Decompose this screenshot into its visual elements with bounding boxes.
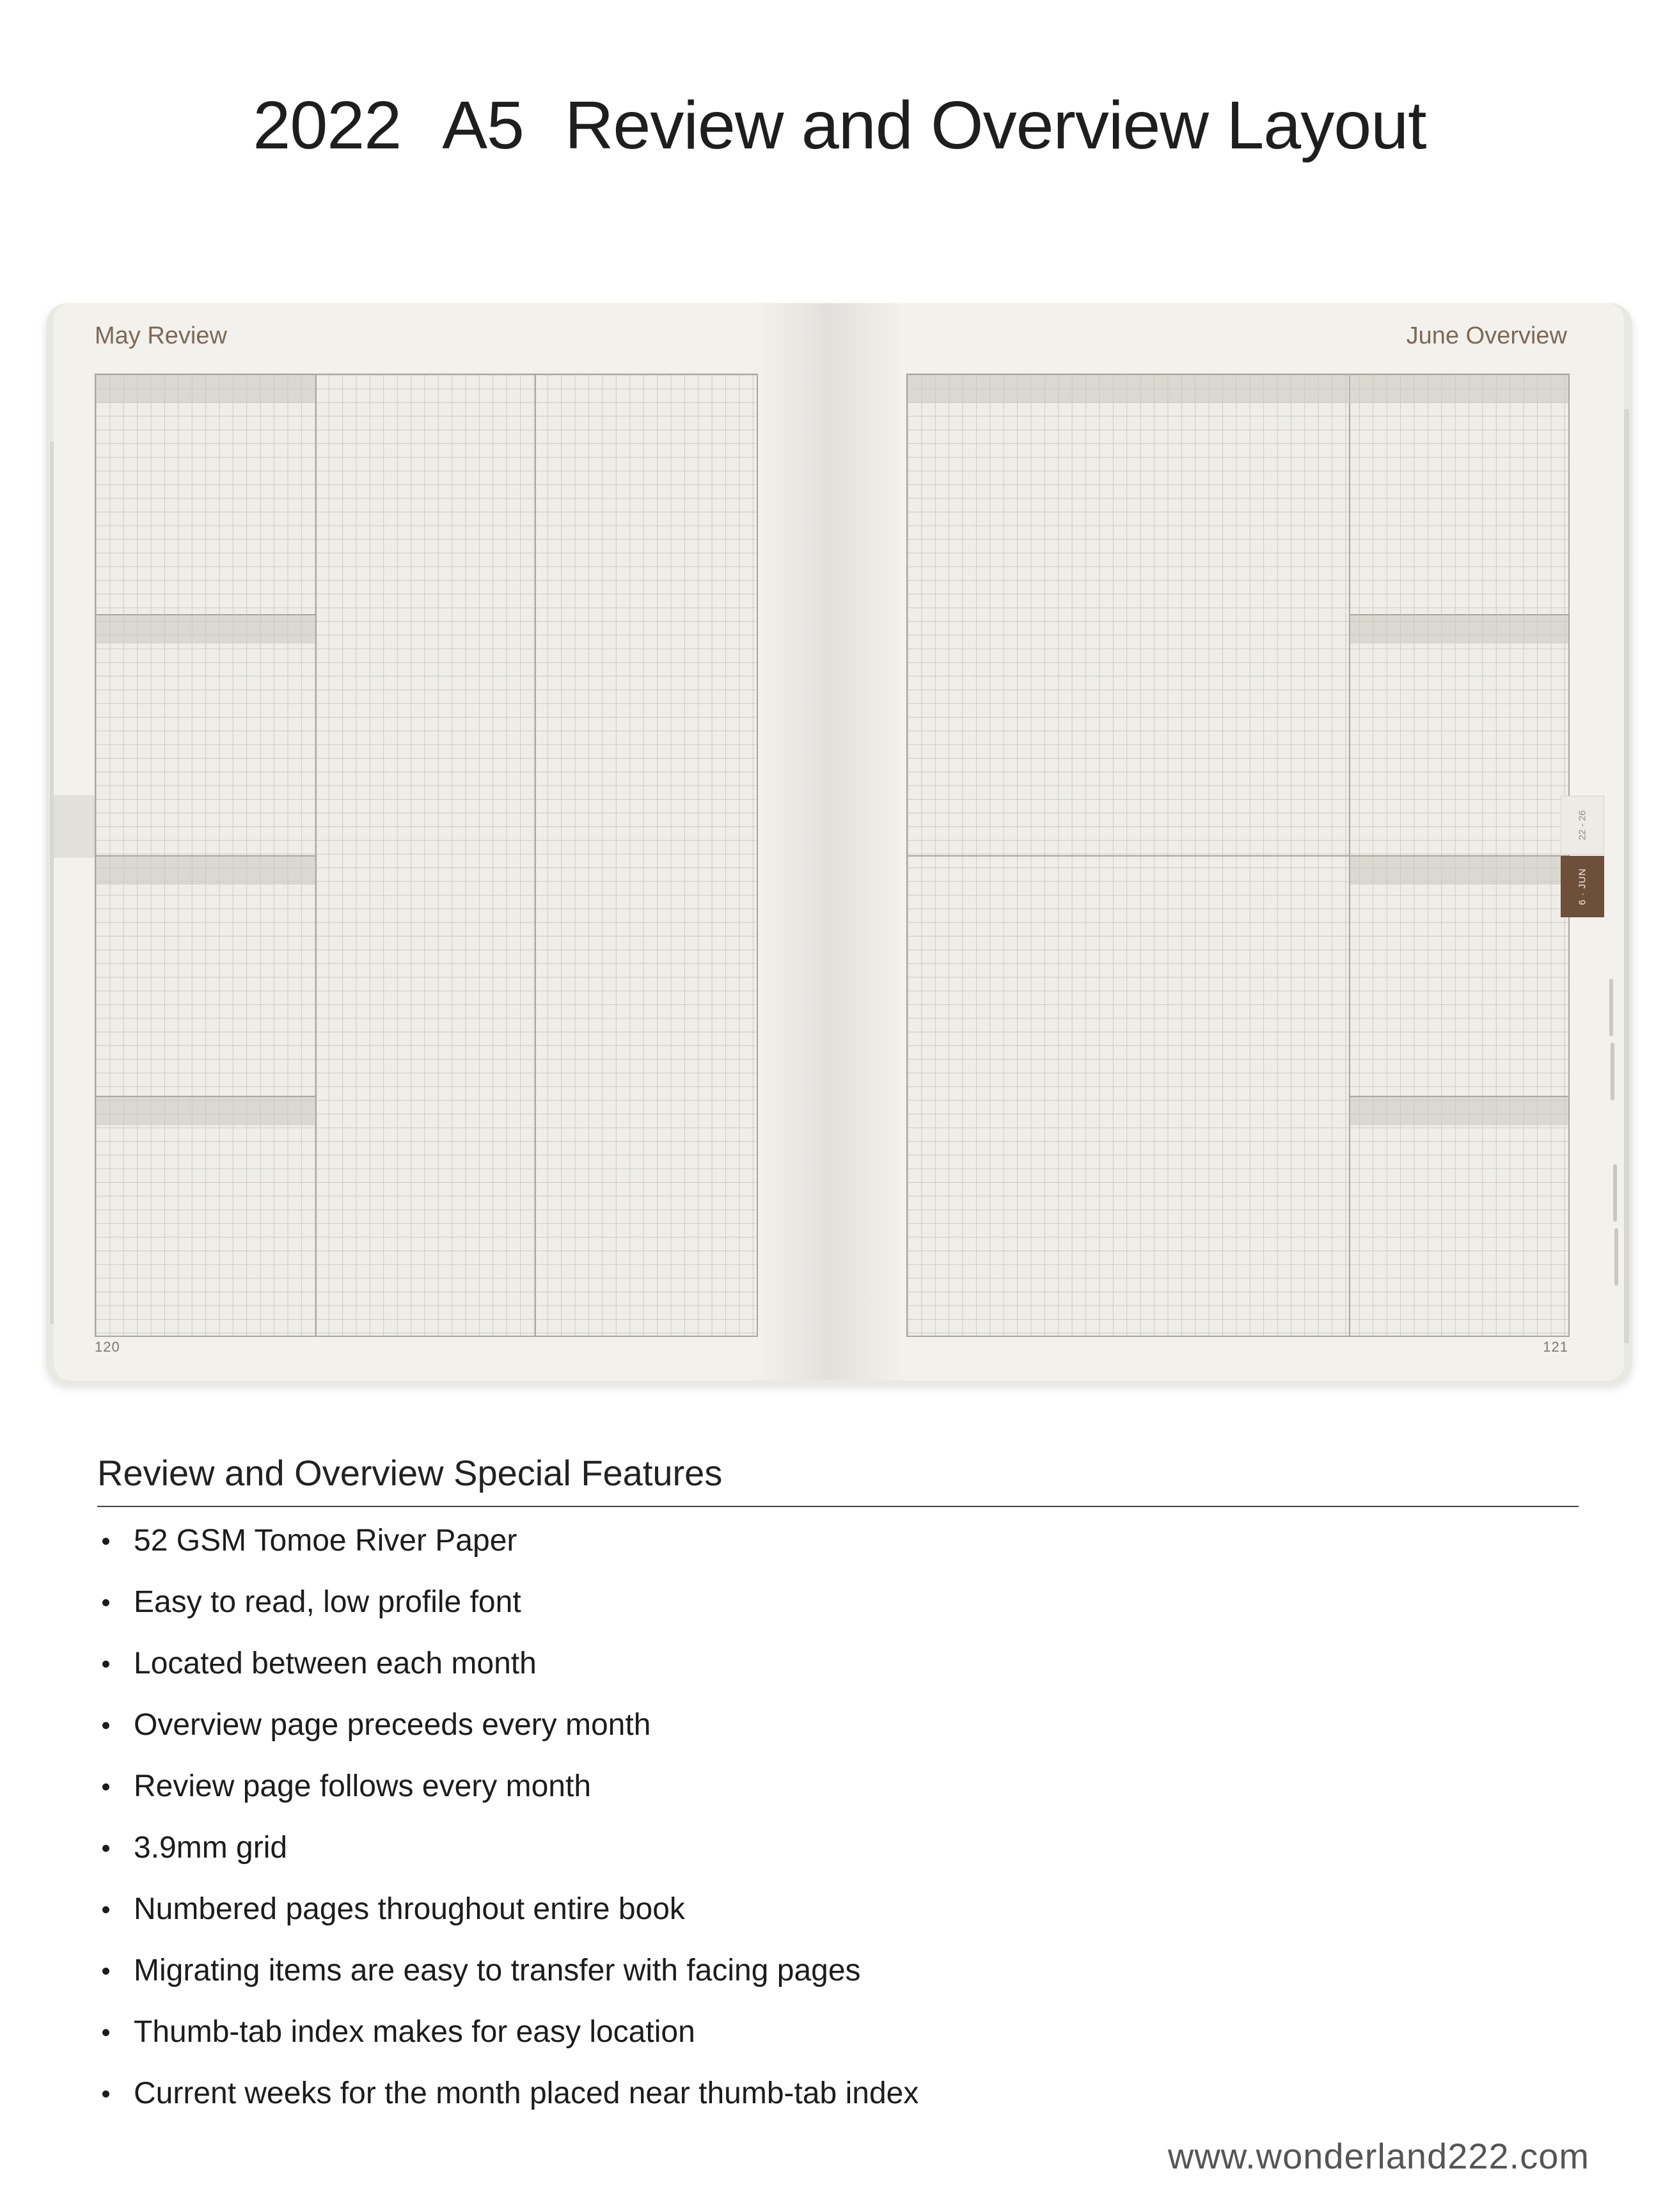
bullet-icon <box>102 1599 109 1606</box>
list-item: Overview page preceeds every month <box>97 1704 918 1766</box>
title-name: Review and Overview Layout <box>564 88 1426 163</box>
section-header-band <box>1350 1097 1568 1125</box>
list-item: 52 GSM Tomoe River Paper <box>97 1520 918 1581</box>
bullet-icon <box>102 1661 109 1668</box>
bullet-icon <box>102 2029 109 2036</box>
thumb-tab-notch[interactable] <box>1609 979 1613 1036</box>
bullet-icon <box>102 1968 109 1975</box>
right-page-title: June Overview <box>1406 322 1567 349</box>
list-item: Easy to read, low profile font <box>97 1581 918 1643</box>
section-header-band <box>1350 857 1568 885</box>
section-header-band <box>96 375 315 403</box>
list-item: Migrating items are easy to transfer with facing pages <box>97 1950 918 2011</box>
gutter-shadow-right <box>830 303 904 1380</box>
section-header-band <box>96 857 315 885</box>
title-year: 2022 <box>253 88 402 163</box>
list-item: Numbered pages throughout entire book <box>97 1888 918 1950</box>
features-heading: Review and Overview Special Features <box>97 1453 723 1493</box>
right-page-number: 121 <box>1543 1339 1568 1355</box>
column-divider <box>535 375 536 1336</box>
section-header-band <box>908 375 1568 403</box>
bullet-icon <box>102 1906 109 1913</box>
left-page-title: May Review <box>95 322 227 349</box>
list-item: Current weeks for the month placed near thumb-tab index <box>97 2073 918 2134</box>
page-title <box>0 88 1679 163</box>
list-item: Located between each month <box>97 1643 918 1704</box>
bullet-icon <box>102 1722 109 1729</box>
thumb-tab-week-range[interactable] <box>1561 796 1604 855</box>
left-tab-shadow <box>54 795 99 858</box>
gutter-shadow-left <box>755 303 830 1380</box>
review-grid <box>95 374 758 1337</box>
thumb-tab-notch[interactable] <box>1614 1228 1618 1286</box>
features-divider <box>97 1506 1579 1507</box>
title-size: A5 <box>442 88 524 163</box>
section-header-band <box>96 1097 315 1125</box>
section-header-band <box>1350 615 1568 644</box>
website-link[interactable]: www.wonderland222.com <box>1167 2136 1589 2176</box>
column-divider <box>315 375 317 1336</box>
features-list <box>97 1520 918 2134</box>
thumb-tab-active-label: 6 · JUN <box>1577 868 1588 905</box>
bullet-icon <box>102 1783 109 1790</box>
list-item: Review page follows every month <box>97 1766 918 1827</box>
thumb-tab-notch[interactable] <box>1613 1164 1617 1222</box>
section-header-band <box>96 615 315 644</box>
list-item: 3.9mm grid <box>97 1827 918 1888</box>
overview-grid <box>906 374 1570 1337</box>
left-page-number: 120 <box>95 1339 120 1355</box>
thumb-tab-june[interactable] <box>1561 856 1604 917</box>
thumb-tab-notch[interactable] <box>1611 1043 1614 1100</box>
bullet-icon <box>102 2090 109 2097</box>
list-item: Thumb-tab index makes for easy location <box>97 2011 918 2073</box>
bullet-icon <box>102 1538 109 1545</box>
bullet-icon <box>102 1845 109 1852</box>
page-edge-right <box>1624 409 1629 1343</box>
thumb-tab-week-label: 22 - 26 <box>1577 810 1588 841</box>
